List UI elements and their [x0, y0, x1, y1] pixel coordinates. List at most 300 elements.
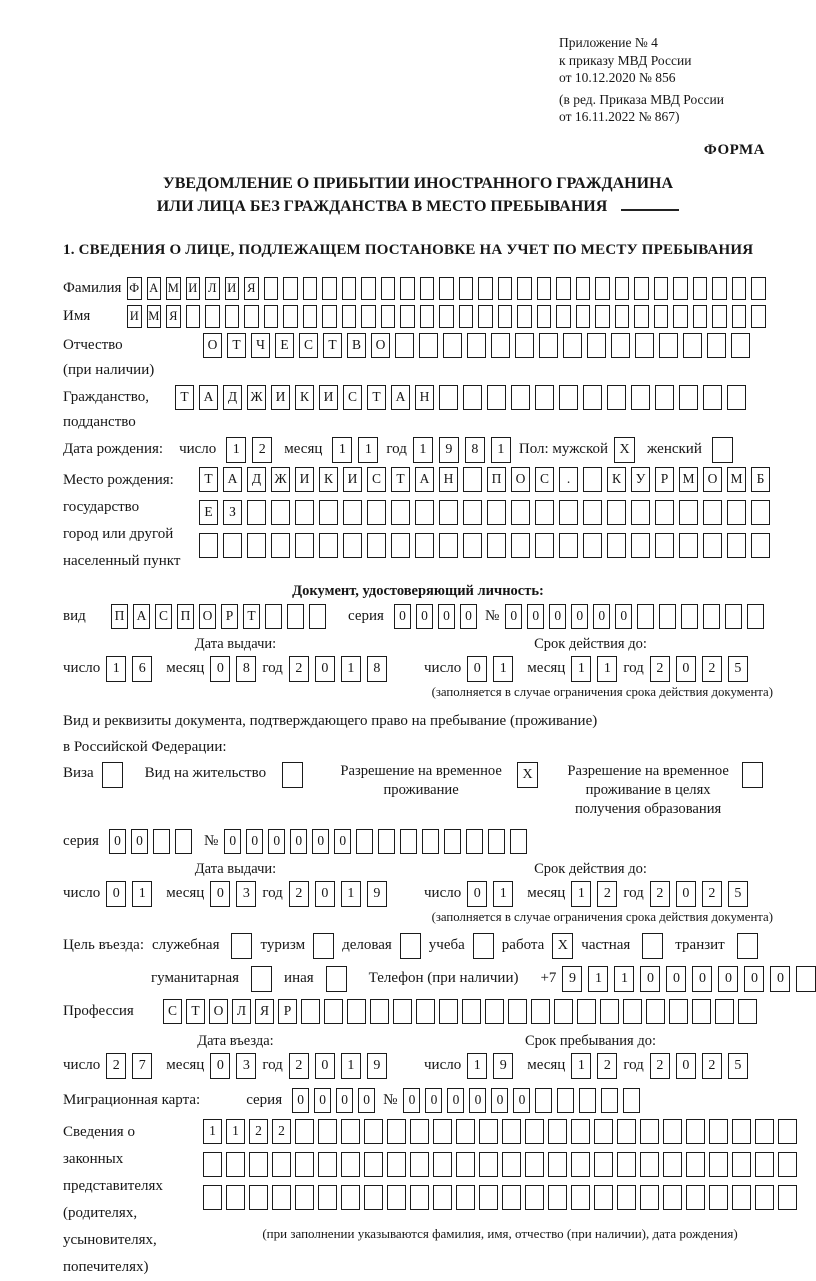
char-cell[interactable]: О — [199, 604, 216, 629]
char-cell[interactable] — [478, 305, 493, 328]
char-cell[interactable] — [607, 533, 626, 558]
char-cell[interactable] — [271, 533, 290, 558]
char-cell[interactable] — [747, 604, 764, 629]
char-cell[interactable] — [587, 333, 606, 358]
char-cell[interactable] — [709, 1152, 728, 1177]
char-cell[interactable] — [611, 333, 630, 358]
char-cell[interactable] — [378, 829, 395, 854]
char-cell[interactable]: И — [295, 467, 314, 492]
char-cell[interactable]: 2 — [289, 881, 309, 907]
char-cell[interactable]: 0 — [315, 881, 335, 907]
char-cell[interactable] — [583, 467, 602, 492]
char-cell[interactable] — [548, 1119, 567, 1144]
char-cell[interactable] — [595, 277, 610, 300]
char-cell[interactable] — [571, 1119, 590, 1144]
char-cell[interactable] — [439, 277, 454, 300]
char-cell[interactable]: 0 — [460, 604, 477, 629]
char-cell[interactable]: 1 — [467, 1053, 487, 1079]
char-cell[interactable] — [751, 500, 770, 525]
char-cell[interactable] — [692, 999, 711, 1024]
char-cell[interactable]: 0 — [640, 966, 660, 992]
char-cell[interactable]: М — [166, 277, 181, 300]
char-cell[interactable]: 1 — [341, 881, 361, 907]
char-cell[interactable] — [264, 305, 279, 328]
char-cell[interactable] — [727, 533, 746, 558]
char-cell[interactable]: Д — [247, 467, 266, 492]
char-cell[interactable]: 0 — [224, 829, 241, 854]
char-cell[interactable] — [391, 533, 410, 558]
char-cell[interactable] — [709, 1119, 728, 1144]
char-cell[interactable]: 0 — [312, 829, 329, 854]
char-cell[interactable] — [623, 999, 642, 1024]
char-cell[interactable]: Я — [244, 277, 259, 300]
char-cell[interactable]: Д — [223, 385, 242, 410]
char-cell[interactable] — [631, 533, 650, 558]
char-cell[interactable] — [264, 277, 279, 300]
char-cell[interactable] — [646, 999, 665, 1024]
char-cell[interactable] — [226, 1185, 245, 1210]
char-cell[interactable]: 1 — [341, 1053, 361, 1079]
char-cell[interactable] — [548, 1152, 567, 1177]
char-cell[interactable] — [659, 333, 678, 358]
char-cell[interactable]: . — [559, 467, 578, 492]
char-cell[interactable]: 1 — [413, 437, 433, 463]
char-cell[interactable] — [683, 333, 702, 358]
char-cell[interactable]: Я — [255, 999, 274, 1024]
char-cell[interactable] — [463, 385, 482, 410]
char-cell[interactable] — [361, 305, 376, 328]
char-cell[interactable] — [615, 277, 630, 300]
purpose-work-checkbox[interactable]: X — [552, 933, 573, 959]
char-cell[interactable] — [703, 533, 722, 558]
char-cell[interactable] — [559, 385, 578, 410]
char-cell[interactable]: 1 — [493, 656, 513, 682]
char-cell[interactable] — [318, 1185, 337, 1210]
char-cell[interactable] — [367, 533, 386, 558]
char-cell[interactable]: 0 — [676, 881, 696, 907]
char-cell[interactable] — [343, 533, 362, 558]
char-cell[interactable]: 2 — [702, 1053, 722, 1079]
char-cell[interactable] — [579, 1088, 596, 1113]
char-cell[interactable] — [309, 604, 326, 629]
char-cell[interactable]: И — [319, 385, 338, 410]
char-cell[interactable] — [559, 500, 578, 525]
char-cell[interactable] — [715, 999, 734, 1024]
char-cell[interactable]: 2 — [249, 1119, 268, 1144]
char-cell[interactable] — [410, 1152, 429, 1177]
char-cell[interactable] — [571, 1152, 590, 1177]
char-cell[interactable]: Т — [186, 999, 205, 1024]
char-cell[interactable] — [467, 333, 486, 358]
char-cell[interactable]: Ф — [127, 277, 142, 300]
char-cell[interactable]: 0 — [210, 656, 230, 682]
char-cell[interactable]: А — [415, 467, 434, 492]
char-cell[interactable] — [640, 1185, 659, 1210]
char-cell[interactable] — [686, 1119, 705, 1144]
char-cell[interactable] — [663, 1152, 682, 1177]
char-cell[interactable] — [600, 999, 619, 1024]
char-cell[interactable] — [640, 1119, 659, 1144]
char-cell[interactable] — [510, 829, 527, 854]
char-cell[interactable] — [247, 533, 266, 558]
char-cell[interactable]: 0 — [469, 1088, 486, 1113]
char-cell[interactable]: 0 — [676, 1053, 696, 1079]
char-cell[interactable]: М — [727, 467, 746, 492]
char-cell[interactable] — [738, 999, 757, 1024]
temp-residence-checkbox[interactable]: X — [517, 762, 538, 788]
char-cell[interactable]: Р — [221, 604, 238, 629]
char-cell[interactable] — [594, 1119, 613, 1144]
char-cell[interactable]: К — [295, 385, 314, 410]
char-cell[interactable]: 0 — [394, 604, 411, 629]
char-cell[interactable] — [479, 1119, 498, 1144]
char-cell[interactable] — [367, 500, 386, 525]
char-cell[interactable] — [673, 305, 688, 328]
char-cell[interactable]: И — [186, 277, 201, 300]
char-cell[interactable]: 2 — [597, 881, 617, 907]
char-cell[interactable] — [439, 999, 458, 1024]
char-cell[interactable] — [341, 1119, 360, 1144]
char-cell[interactable]: 1 — [358, 437, 378, 463]
char-cell[interactable] — [364, 1119, 383, 1144]
char-cell[interactable] — [203, 1152, 222, 1177]
char-cell[interactable] — [517, 305, 532, 328]
char-cell[interactable] — [751, 533, 770, 558]
char-cell[interactable] — [400, 305, 415, 328]
purpose-tourism-checkbox[interactable] — [313, 933, 334, 959]
char-cell[interactable]: 0 — [438, 604, 455, 629]
char-cell[interactable]: М — [147, 305, 162, 328]
char-cell[interactable] — [487, 500, 506, 525]
char-cell[interactable]: 1 — [491, 437, 511, 463]
char-cell[interactable]: Т — [391, 467, 410, 492]
char-cell[interactable]: 7 — [132, 1053, 152, 1079]
char-cell[interactable] — [387, 1152, 406, 1177]
sex-female-checkbox[interactable] — [712, 437, 733, 463]
purpose-other-checkbox[interactable] — [326, 966, 347, 992]
char-cell[interactable]: 0 — [416, 604, 433, 629]
char-cell[interactable]: 0 — [571, 604, 588, 629]
char-cell[interactable] — [525, 1119, 544, 1144]
char-cell[interactable] — [342, 277, 357, 300]
char-cell[interactable]: Н — [439, 467, 458, 492]
char-cell[interactable]: Т — [175, 385, 194, 410]
char-cell[interactable]: 5 — [728, 1053, 748, 1079]
char-cell[interactable] — [319, 500, 338, 525]
char-cell[interactable]: 0 — [467, 656, 487, 682]
char-cell[interactable] — [422, 829, 439, 854]
char-cell[interactable] — [283, 305, 298, 328]
char-cell[interactable] — [583, 385, 602, 410]
char-cell[interactable]: У — [631, 467, 650, 492]
char-cell[interactable] — [463, 467, 482, 492]
char-cell[interactable]: Ж — [247, 385, 266, 410]
char-cell[interactable] — [686, 1152, 705, 1177]
char-cell[interactable] — [433, 1185, 452, 1210]
char-cell[interactable] — [601, 1088, 618, 1113]
char-cell[interactable] — [663, 1119, 682, 1144]
purpose-official-checkbox[interactable] — [231, 933, 252, 959]
char-cell[interactable] — [571, 1185, 590, 1210]
char-cell[interactable] — [511, 533, 530, 558]
char-cell[interactable]: С — [535, 467, 554, 492]
char-cell[interactable] — [456, 1185, 475, 1210]
char-cell[interactable] — [693, 305, 708, 328]
char-cell[interactable] — [617, 1185, 636, 1210]
char-cell[interactable] — [576, 277, 591, 300]
char-cell[interactable] — [607, 385, 626, 410]
char-cell[interactable]: 0 — [549, 604, 566, 629]
title-blank-line[interactable] — [621, 195, 679, 211]
char-cell[interactable] — [479, 1185, 498, 1210]
char-cell[interactable] — [459, 305, 474, 328]
char-cell[interactable]: Н — [415, 385, 434, 410]
char-cell[interactable] — [416, 999, 435, 1024]
char-cell[interactable]: 9 — [562, 966, 582, 992]
char-cell[interactable]: В — [347, 333, 366, 358]
char-cell[interactable] — [796, 966, 816, 992]
char-cell[interactable] — [444, 829, 461, 854]
temp-residence-edu-checkbox[interactable] — [742, 762, 763, 788]
char-cell[interactable] — [364, 1152, 383, 1177]
char-cell[interactable] — [654, 277, 669, 300]
purpose-transit-checkbox[interactable] — [737, 933, 758, 959]
char-cell[interactable] — [463, 533, 482, 558]
char-cell[interactable] — [778, 1119, 797, 1144]
char-cell[interactable] — [287, 604, 304, 629]
char-cell[interactable] — [303, 305, 318, 328]
char-cell[interactable] — [341, 1185, 360, 1210]
char-cell[interactable] — [415, 533, 434, 558]
sex-male-checkbox[interactable]: X — [614, 437, 635, 463]
char-cell[interactable] — [631, 385, 650, 410]
char-cell[interactable] — [491, 333, 510, 358]
char-cell[interactable]: 2 — [106, 1053, 126, 1079]
char-cell[interactable] — [295, 500, 314, 525]
char-cell[interactable]: 2 — [650, 881, 670, 907]
char-cell[interactable] — [361, 277, 376, 300]
char-cell[interactable] — [443, 333, 462, 358]
char-cell[interactable]: 0 — [403, 1088, 420, 1113]
char-cell[interactable] — [456, 1152, 475, 1177]
char-cell[interactable] — [559, 533, 578, 558]
char-cell[interactable]: А — [199, 385, 218, 410]
char-cell[interactable] — [395, 333, 414, 358]
char-cell[interactable] — [655, 533, 674, 558]
char-cell[interactable] — [556, 277, 571, 300]
char-cell[interactable] — [583, 500, 602, 525]
char-cell[interactable] — [732, 1185, 751, 1210]
char-cell[interactable] — [732, 277, 747, 300]
char-cell[interactable] — [557, 1088, 574, 1113]
char-cell[interactable]: 0 — [290, 829, 307, 854]
char-cell[interactable]: Р — [278, 999, 297, 1024]
char-cell[interactable] — [318, 1119, 337, 1144]
char-cell[interactable] — [703, 604, 720, 629]
char-cell[interactable] — [623, 1088, 640, 1113]
char-cell[interactable] — [693, 277, 708, 300]
char-cell[interactable] — [175, 829, 192, 854]
char-cell[interactable]: 2 — [252, 437, 272, 463]
char-cell[interactable]: 1 — [226, 1119, 245, 1144]
char-cell[interactable] — [727, 385, 746, 410]
char-cell[interactable]: Ч — [251, 333, 270, 358]
char-cell[interactable]: А — [223, 467, 242, 492]
char-cell[interactable] — [433, 1119, 452, 1144]
char-cell[interactable]: Т — [243, 604, 260, 629]
char-cell[interactable] — [439, 533, 458, 558]
char-cell[interactable] — [322, 305, 337, 328]
char-cell[interactable]: 0 — [334, 829, 351, 854]
char-cell[interactable] — [751, 305, 766, 328]
char-cell[interactable] — [631, 500, 650, 525]
char-cell[interactable] — [459, 277, 474, 300]
char-cell[interactable] — [634, 305, 649, 328]
char-cell[interactable] — [654, 305, 669, 328]
char-cell[interactable] — [681, 604, 698, 629]
char-cell[interactable]: С — [367, 467, 386, 492]
char-cell[interactable] — [498, 277, 513, 300]
char-cell[interactable] — [531, 999, 550, 1024]
char-cell[interactable] — [732, 1152, 751, 1177]
char-cell[interactable] — [732, 305, 747, 328]
visa-checkbox[interactable] — [102, 762, 123, 788]
char-cell[interactable] — [537, 277, 552, 300]
char-cell[interactable] — [535, 533, 554, 558]
char-cell[interactable]: 0 — [314, 1088, 331, 1113]
char-cell[interactable] — [478, 277, 493, 300]
char-cell[interactable] — [381, 305, 396, 328]
char-cell[interactable] — [679, 500, 698, 525]
char-cell[interactable] — [347, 999, 366, 1024]
char-cell[interactable] — [343, 500, 362, 525]
char-cell[interactable]: М — [679, 467, 698, 492]
char-cell[interactable] — [488, 829, 505, 854]
purpose-humanitarian-checkbox[interactable] — [251, 966, 272, 992]
char-cell[interactable] — [634, 277, 649, 300]
char-cell[interactable]: Л — [232, 999, 251, 1024]
char-cell[interactable] — [617, 1119, 636, 1144]
char-cell[interactable] — [485, 999, 504, 1024]
char-cell[interactable] — [415, 500, 434, 525]
char-cell[interactable] — [577, 999, 596, 1024]
char-cell[interactable]: 5 — [728, 881, 748, 907]
char-cell[interactable] — [755, 1152, 774, 1177]
residence-permit-checkbox[interactable] — [282, 762, 303, 788]
char-cell[interactable] — [595, 305, 610, 328]
char-cell[interactable] — [400, 829, 417, 854]
char-cell[interactable] — [479, 1152, 498, 1177]
char-cell[interactable] — [439, 385, 458, 410]
char-cell[interactable] — [673, 277, 688, 300]
char-cell[interactable] — [548, 1185, 567, 1210]
char-cell[interactable] — [370, 999, 389, 1024]
char-cell[interactable]: 0 — [467, 881, 487, 907]
char-cell[interactable] — [199, 533, 218, 558]
char-cell[interactable] — [554, 999, 573, 1024]
char-cell[interactable] — [439, 305, 454, 328]
char-cell[interactable] — [659, 604, 676, 629]
char-cell[interactable] — [391, 500, 410, 525]
char-cell[interactable] — [502, 1152, 521, 1177]
char-cell[interactable]: Ж — [271, 467, 290, 492]
char-cell[interactable]: 3 — [236, 1053, 256, 1079]
char-cell[interactable]: Т — [367, 385, 386, 410]
char-cell[interactable]: Е — [199, 500, 218, 525]
char-cell[interactable] — [556, 305, 571, 328]
char-cell[interactable] — [635, 333, 654, 358]
char-cell[interactable]: И — [343, 467, 362, 492]
char-cell[interactable]: 1 — [203, 1119, 222, 1144]
char-cell[interactable] — [712, 305, 727, 328]
char-cell[interactable]: 0 — [210, 881, 230, 907]
char-cell[interactable]: О — [511, 467, 530, 492]
char-cell[interactable] — [295, 1185, 314, 1210]
char-cell[interactable] — [778, 1185, 797, 1210]
char-cell[interactable]: 1 — [571, 656, 591, 682]
char-cell[interactable]: О — [371, 333, 390, 358]
char-cell[interactable]: О — [703, 467, 722, 492]
purpose-private-checkbox[interactable] — [642, 933, 663, 959]
char-cell[interactable]: 0 — [527, 604, 544, 629]
char-cell[interactable] — [387, 1185, 406, 1210]
char-cell[interactable] — [679, 533, 698, 558]
char-cell[interactable] — [707, 333, 726, 358]
char-cell[interactable] — [342, 305, 357, 328]
char-cell[interactable] — [511, 500, 530, 525]
char-cell[interactable]: 1 — [493, 881, 513, 907]
char-cell[interactable]: З — [223, 500, 242, 525]
char-cell[interactable] — [615, 305, 630, 328]
char-cell[interactable]: А — [133, 604, 150, 629]
char-cell[interactable]: Е — [275, 333, 294, 358]
char-cell[interactable]: 9 — [367, 881, 387, 907]
char-cell[interactable] — [607, 500, 626, 525]
char-cell[interactable] — [265, 604, 282, 629]
char-cell[interactable]: 0 — [666, 966, 686, 992]
char-cell[interactable] — [322, 277, 337, 300]
char-cell[interactable] — [205, 305, 220, 328]
char-cell[interactable] — [295, 1152, 314, 1177]
char-cell[interactable]: С — [299, 333, 318, 358]
char-cell[interactable] — [410, 1185, 429, 1210]
char-cell[interactable] — [669, 999, 688, 1024]
char-cell[interactable]: 0 — [210, 1053, 230, 1079]
char-cell[interactable] — [686, 1185, 705, 1210]
char-cell[interactable]: А — [147, 277, 162, 300]
char-cell[interactable]: С — [163, 999, 182, 1024]
char-cell[interactable]: 0 — [315, 656, 335, 682]
char-cell[interactable]: И — [225, 277, 240, 300]
char-cell[interactable] — [295, 1119, 314, 1144]
char-cell[interactable] — [535, 1088, 552, 1113]
char-cell[interactable]: 0 — [718, 966, 738, 992]
char-cell[interactable] — [283, 277, 298, 300]
char-cell[interactable]: 1 — [588, 966, 608, 992]
char-cell[interactable]: 1 — [597, 656, 617, 682]
char-cell[interactable] — [466, 829, 483, 854]
char-cell[interactable] — [301, 999, 320, 1024]
char-cell[interactable]: 0 — [513, 1088, 530, 1113]
char-cell[interactable] — [727, 500, 746, 525]
char-cell[interactable]: 1 — [132, 881, 152, 907]
char-cell[interactable]: Я — [166, 305, 181, 328]
char-cell[interactable]: 1 — [341, 656, 361, 682]
char-cell[interactable] — [502, 1119, 521, 1144]
char-cell[interactable]: 1 — [332, 437, 352, 463]
char-cell[interactable]: 8 — [465, 437, 485, 463]
char-cell[interactable]: Л — [205, 277, 220, 300]
